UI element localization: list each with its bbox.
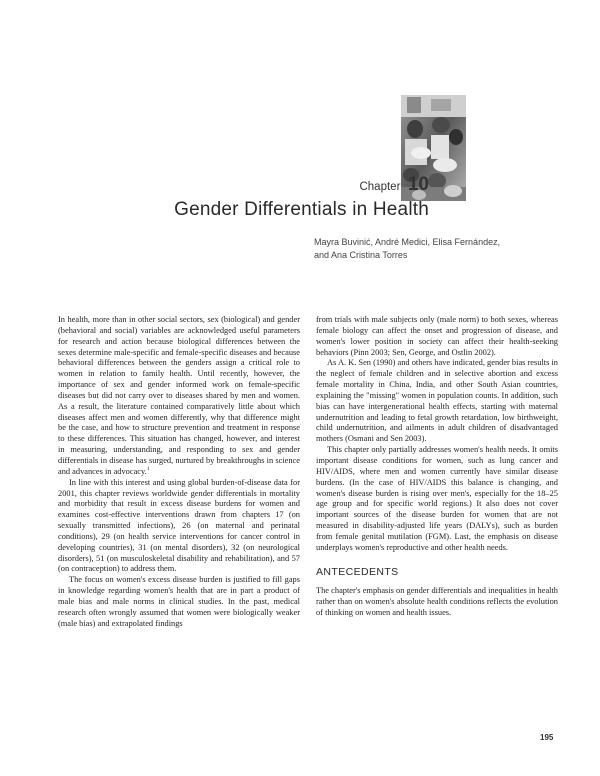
authors [314, 236, 554, 261]
paragraph: This chapter only partially addresses women's health needs. It omits important disease conditions for women, such as lung cancer and HIV/AIDS, where men and women currently have similar disease burdens. (In the case of HIV/AIDS this balance is changing, and women's disease burden is rising over men's, especially for the 18–25 age group and for specific world regions.) It also does not cover important sources of the disease burden for women that are not measured in disability-adjusted life years (DALYs), such as burden from female genital mutilation (FGM). Last, the emphasis on disease underplays women's reproductive and other health needs. [316, 445, 558, 552]
footnote-marker: 1 [146, 466, 150, 473]
chapter-number: 10 [407, 174, 429, 195]
paragraph: The focus on women's excess disease burden is justified to fill gaps in knowledge regarding women's health that are in part a product of male bias and male norms in clinical studies. In the past, medical research often wrongly assumed that women were biologically weaker (male bias) and extrapolated findings [58, 575, 300, 628]
authors-line-1: Mayra Buvinić, André Medici, Elisa Fernández, [314, 237, 501, 247]
chapter-word: Chapter [359, 181, 401, 193]
paragraph: The chapter's emphasis on gender differentials and inequalities in health rather than on women's absolute health conditions reflects the evolution of thinking on women and health issues. [316, 586, 558, 618]
section-heading: ANTECEDENTS [316, 565, 399, 578]
paragraph: In line with this interest and using global burden-of-disease data for 2001, this chapter reviews worldwide gender differentials in mortality and morbidity that result in excess disease burdens for women and examines cost-effective interventions drawn from chapters 17 (on sexually transmitted infections), 26 (on maternal and perinatal conditions), 29 (on health service interventions for cancer control in developing countries), 31 (on mental disorders), 32 (on neurological disorders), 51 (on musculoskeletal disability and rehabilitation), and 57 (on contraception) to address them. [58, 477, 300, 574]
authors-line-2: and Ana Cristina Torres [314, 249, 408, 260]
left-column [58, 315, 300, 629]
paragraph-text: In health, more than in other social sectors, sex (biological) and gender (behavioral and social) variables are acknowledged useful parameters for research and action because biological differences between the sexes determine male-specific and female-specific diseases and because behavioral differences between the genders assign a critical role to women in relation to family health. Until recently, however, the importance of sex and gender informed work on female-specific diseases but did not carry over to diseases shared by men and women. As a result, the literature contained comparatively little about which diseases affect men and women differently, why that difference might be the case, and how to structure prevention and treatment in response to these differences. This situation has changed, however, and interest in measuring, understanding, and responding to sex and gender differentials in disease has surged, nurtured by breakthroughs in science and advances in advocacy. [58, 315, 300, 476]
paragraph: from trials with male subjects only (male norm) to both sexes, whereas female biology can affect the onset and progression of disease, and women's lower position in society can affect their health-seeking behaviors (Pinn 2003; Sen, George, and Ostlin 2002). [316, 315, 558, 357]
paragraph [58, 315, 300, 478]
right-column [316, 315, 558, 619]
chapter-label [359, 174, 429, 196]
page-number: 195 [540, 733, 554, 742]
chapter-title: Gender Differentials in Health [174, 199, 429, 220]
paragraph: As A. K. Sen (1990) and others have indicated, gender bias results in the neglect of female children and in selective abortion and excess female mortality in China, India, and other South Asian countries, explaining the "missing" women in population counts. In addition, such bias can have intergenerational health effects, starting with maternal undernutrition and leading to fetal growth retardation, low birthweight, child undernutrition, and ailments in adult children of disadvantaged mothers (Osmani and Sen 2003). [316, 358, 558, 444]
